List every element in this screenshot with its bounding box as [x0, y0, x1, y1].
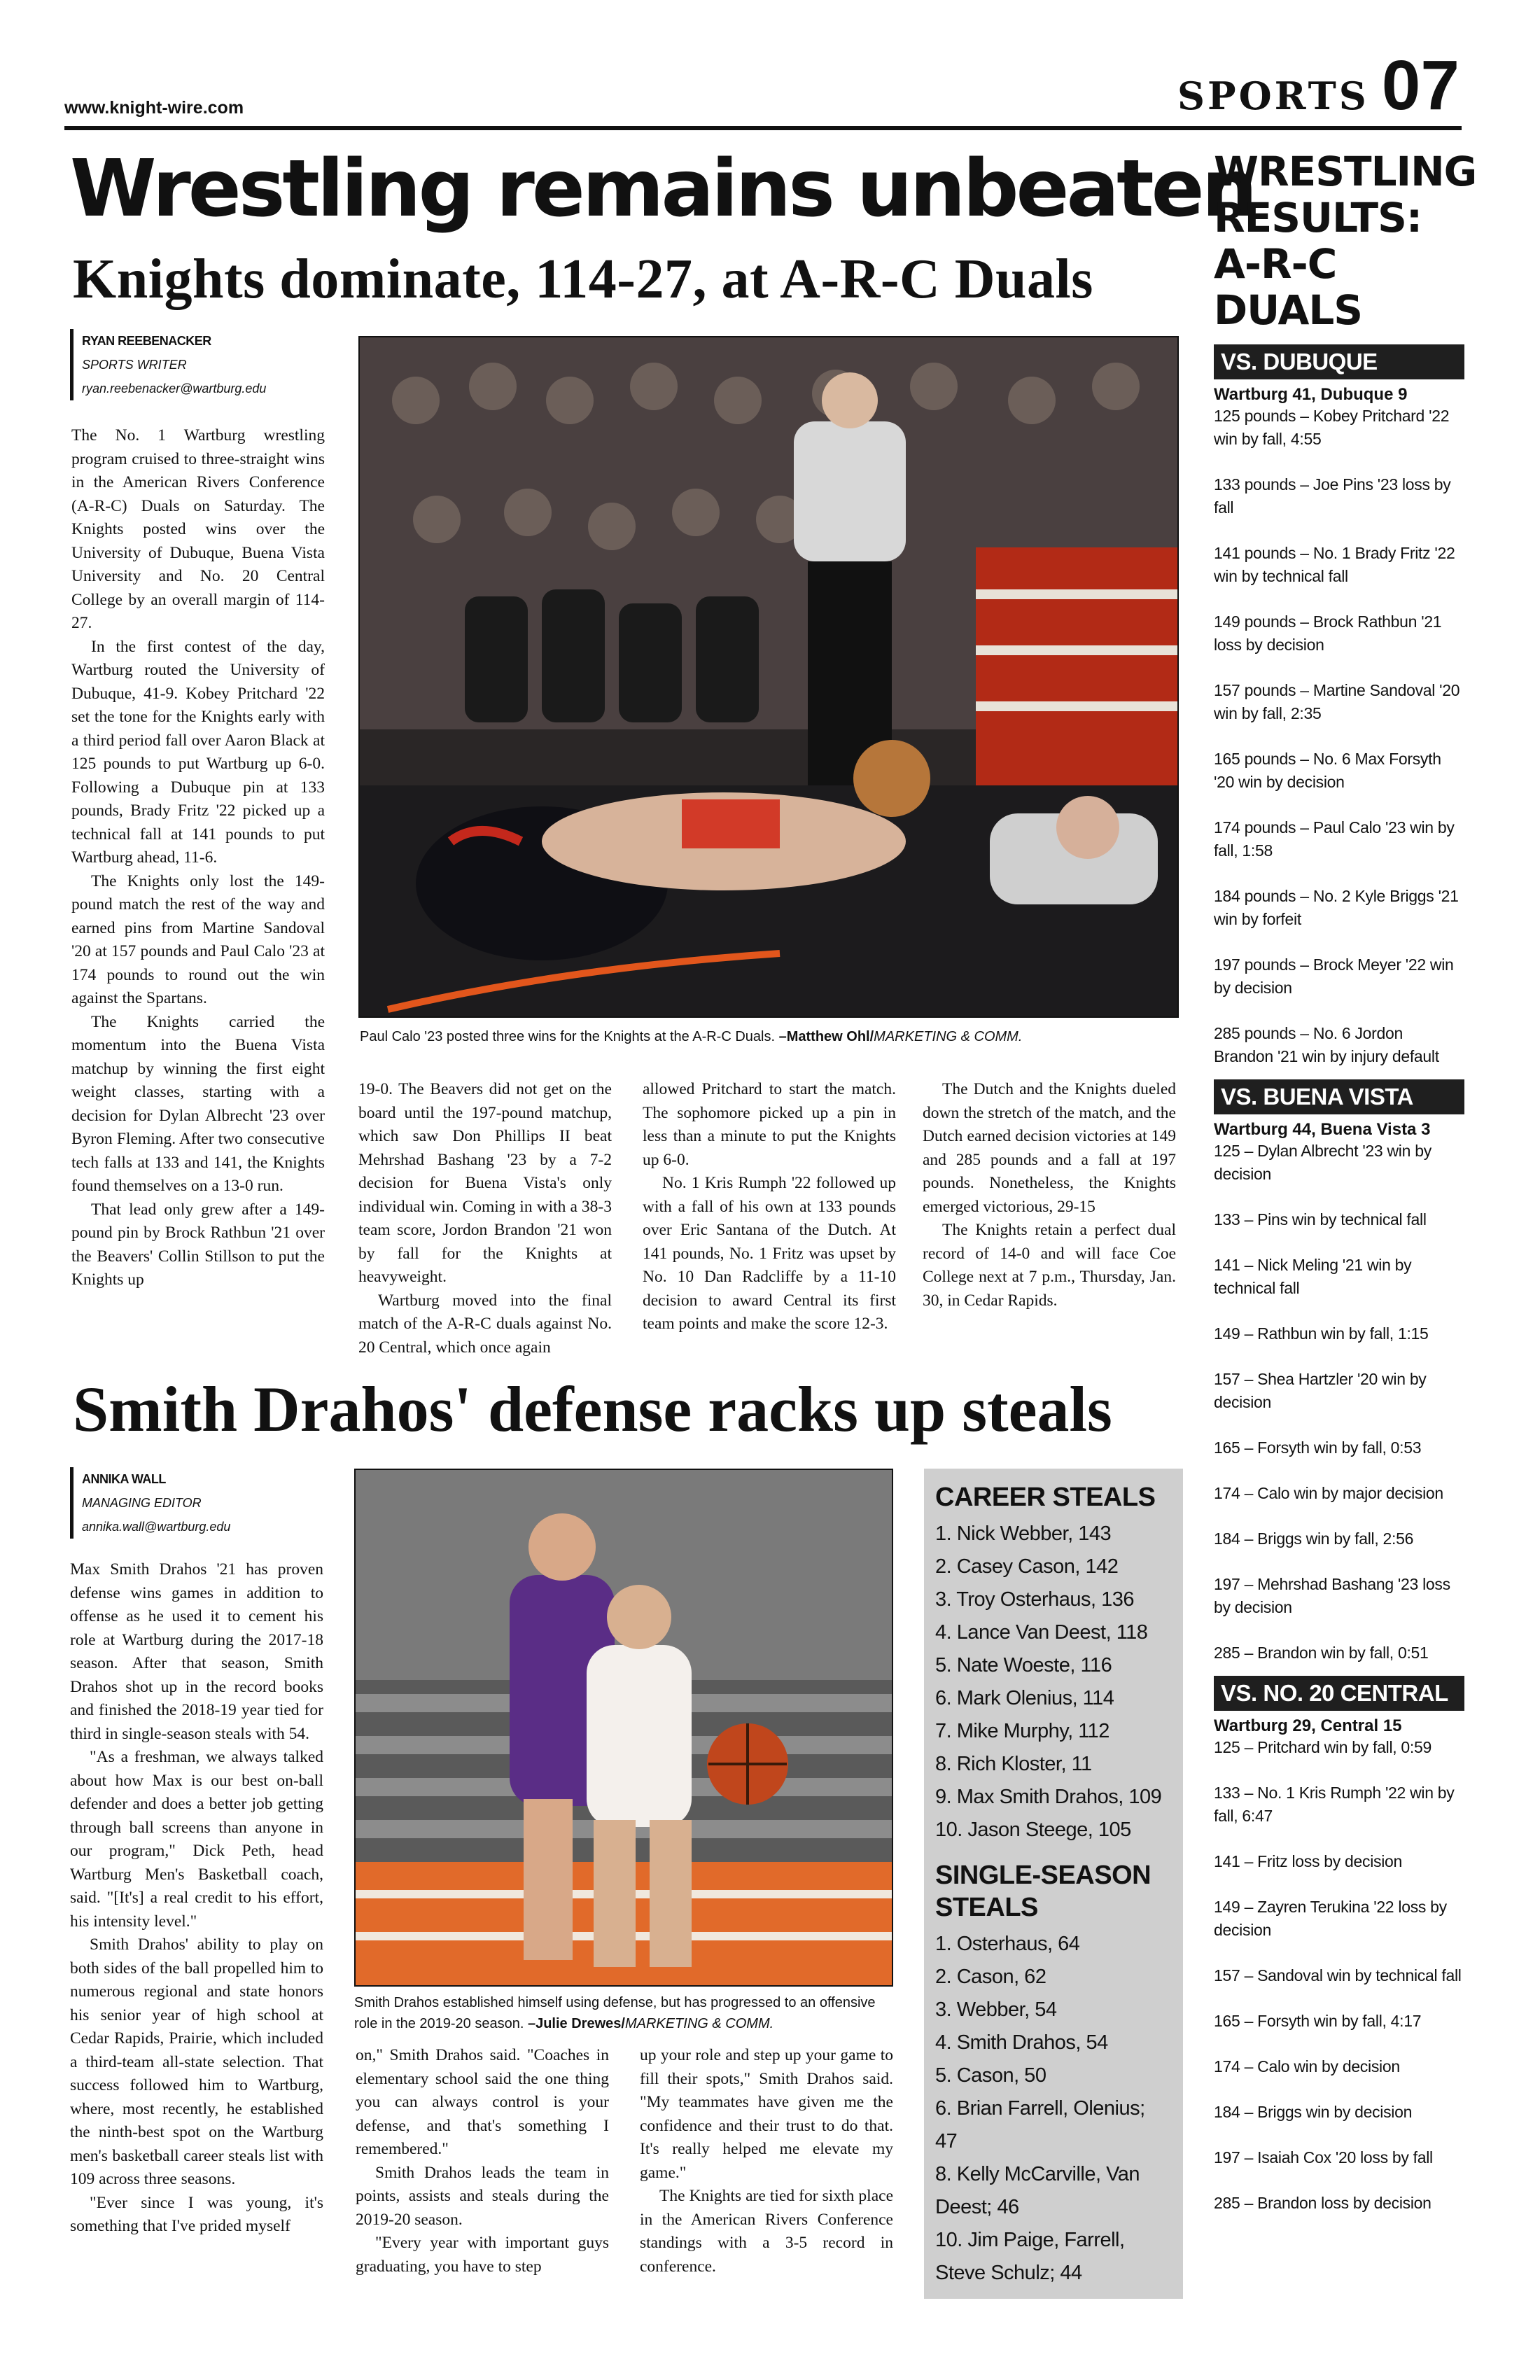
- dubuque-score: Wartburg 41, Dubuque 9: [1214, 385, 1408, 404]
- basketball-photo: [354, 1469, 893, 1987]
- wrestling-column-3: [643, 1078, 896, 1336]
- caption-credit: –Matthew Ohl/: [778, 1029, 874, 1044]
- caption-credit: –Julie Drewes/: [527, 2016, 625, 2031]
- list-item: 174 pounds – Paul Calo '23 win by fall, 1:58: [1214, 818, 1455, 860]
- paragraph: Wartburg moved into the final match of the A-R-C duals against No. 20 Central, which once again: [358, 1291, 612, 1357]
- section-name: SPORTS: [1177, 74, 1369, 118]
- list-item: 2. Cason, 62: [935, 1966, 1046, 1988]
- list-item: 8. Kelly McCarville, Van Deest; 46: [935, 2163, 1140, 2218]
- paragraph: The Knights carried the momentum into the Buena Vista matchup by winning the first eight weight classes, starting with a decision for Dylan Albrecht '23 over Byron Fleming. After two consecutive tech falls at 133 and 141, the Knights found themselves on a 13-0 run.: [71, 1012, 325, 1195]
- list-item: 141 – Nick Meling '21 win by technical fall: [1214, 1256, 1412, 1297]
- masthead-rule: [64, 126, 1462, 130]
- list-item: 141 – Fritz loss by decision: [1214, 1852, 1403, 1870]
- paragraph: The Knights only lost the 149-pound match the rest of the way and earned pins from Martine Sandoval '20 at 157 pounds and Paul Calo '23 at 174 pounds to round out the win against the Spartans.: [71, 872, 325, 1007]
- paragraph: Smith Drahos' ability to play on both sides of the ball propelled him to numerous regional and state honors his senior year of high school at Cedar Rapids, Prairie, which included a third-team all-state selection. That success followed him to Wartburg, where, most recently, he established the ninth-best spot on the Wartburg men's basketball career steals list with 109 across three seasons.: [70, 1935, 323, 2188]
- wrestling-column-1: [71, 424, 325, 1292]
- list-item: 174 – Calo win by major decision: [1214, 1484, 1443, 1502]
- deck-wrestling: Knights dominate, 114-27, at A-R-C Duals: [73, 248, 1093, 310]
- wrestling-results-sidebar: [1214, 148, 1477, 2219]
- list-item: 141 pounds – No. 1 Brady Fritz '22 win by technical fall: [1214, 544, 1455, 585]
- central-results: [1214, 1736, 1464, 2215]
- paragraph: up your role and step up your game to fill their spots," Smith Drahos said. "My teammates have given me the confidence and their trust to do that. It's really helped me elevate my game.": [640, 2046, 893, 2182]
- byline-name: ANNIKA WALL: [82, 1472, 166, 1486]
- buena-vista-score: Wartburg 44, Buena Vista 3: [1214, 1120, 1431, 1139]
- list-item: 4. Lance Van Deest, 118: [935, 1621, 1148, 1644]
- byline-title: MANAGING EDITOR: [82, 1496, 202, 1510]
- wrestling-column-4: [923, 1078, 1176, 1312]
- list-item: 165 – Forsyth win by fall, 4:17: [1214, 2012, 1422, 2030]
- list-item: 4. Smith Drahos, 54: [935, 2031, 1108, 2054]
- central-score: Wartburg 29, Central 15: [1214, 1716, 1402, 1735]
- list-item: 10. Jim Paige, Farrell, Steve Schulz; 44: [935, 2229, 1125, 2284]
- list-item: 285 – Brandon win by fall, 0:51: [1214, 1644, 1429, 1662]
- paragraph: In the first contest of the day, Wartburg routed the University of Dubuque, 41-9. Kobey Pritchard '22 set the tone for the Knights early with a third period fall over Aaron Black at 125 pounds to put Wartburg up 6-0. Following a Dubuque pin at 133 pounds, Brady Fritz '22 picked up a technical fall at 141 pounds to put Wartburg ahead, 11-6.: [71, 637, 325, 867]
- list-item: 3. Troy Osterhaus, 136: [935, 1588, 1134, 1611]
- page-number: 07: [1381, 46, 1460, 125]
- list-item: 157 – Shea Hartzler '20 win by decision: [1214, 1370, 1427, 1411]
- list-item: 165 – Forsyth win by fall, 0:53: [1214, 1438, 1422, 1457]
- paragraph: "Every year with important guys graduating, you have to step: [356, 2234, 609, 2276]
- list-item: 197 – Isaiah Cox '20 loss by fall: [1214, 2148, 1433, 2166]
- career-steals-list: [935, 1518, 1172, 1847]
- wrestling-column-2: [358, 1078, 612, 1359]
- list-item: 125 pounds – Kobey Pritchard '22 win by fall, 4:55: [1214, 407, 1450, 448]
- buena-vista-header: VS. BUENA VISTA: [1214, 1079, 1464, 1114]
- list-item: 149 – Rathbun win by fall, 1:15: [1214, 1324, 1429, 1343]
- list-item: 165 pounds – No. 6 Max Forsyth '20 win by decision: [1214, 750, 1441, 791]
- site-url: www.knight-wire.com: [64, 98, 244, 118]
- paragraph: allowed Pritchard to start the match. The sophomore picked up a pin in less than a minute to put the Knights up 6-0.: [643, 1080, 896, 1169]
- caption-credit-org: MARKETING & COMM.: [624, 2016, 774, 2031]
- paragraph: on," Smith Drahos said. "Coaches in elementary school said the one thing you can always control is your defense, and that's something I remembered.": [356, 2046, 609, 2158]
- list-item: 197 pounds – Brock Meyer '22 win by decision: [1214, 955, 1454, 997]
- headline-wrestling: Wrestling remains unbeaten: [70, 144, 1255, 234]
- list-item: 125 – Dylan Albrecht '23 win by decision: [1214, 1142, 1432, 1183]
- paragraph: That lead only grew after a 149-pound pin by Brock Rathbun '21 over the Beavers' Collin Stillson to put the Knights up: [71, 1200, 325, 1289]
- dubuque-header: VS. DUBUQUE: [1214, 344, 1464, 379]
- paragraph: The Knights retain a perfect dual record of 14-0 and will face Coe College next at 7 p.m., Thursday, Jan. 30, in Cedar Rapids.: [923, 1221, 1176, 1310]
- headline-basketball: Smith Drahos' defense racks up steals: [73, 1373, 1112, 1445]
- single-season-steals-list: [935, 1928, 1172, 2290]
- byline-email[interactable]: annika.wall@wartburg.edu: [82, 1520, 231, 1534]
- byline-wrestling: [70, 329, 266, 400]
- caption-basketball: [354, 1992, 890, 2034]
- list-item: 1. Osterhaus, 64: [935, 1933, 1080, 1955]
- list-item: 6. Brian Farrell, Olenius; 47: [935, 2097, 1145, 2152]
- caption-credit-org: MARKETING & COMM.: [874, 1029, 1023, 1044]
- central-header: VS. NO. 20 CENTRAL: [1214, 1676, 1464, 1711]
- list-item: 157 pounds – Martine Sandoval '20 win by fall, 2:35: [1214, 681, 1460, 722]
- list-item: 184 pounds – No. 2 Kyle Briggs '21 win by forfeit: [1214, 887, 1459, 928]
- list-item: 5. Cason, 50: [935, 2064, 1046, 2087]
- list-item: 5. Nate Woeste, 116: [935, 1654, 1112, 1676]
- paragraph: The Knights are tied for sixth place in the American Rivers Conference standings with a 3-5 record in conference.: [640, 2187, 893, 2276]
- list-item: 133 – No. 1 Kris Rumph '22 win by fall, 6:47: [1214, 1784, 1455, 1825]
- caption-text: Smith Drahos established himself using defense, but has progressed to an offensive role in the 2019-20 season.: [354, 1995, 876, 2031]
- paragraph: Smith Drahos leads the team in points, assists and steals during the 2019-20 season.: [356, 2163, 609, 2229]
- paragraph: "As a freshman, we always talked about how Max is our best on-ball defender and does a better job getting through ball screens than anyone in our program," Dick Peth, head Wartburg Men's Basketball coach, said. "[It's] a real credit to his effort, his intensity level.": [70, 1748, 323, 1931]
- basketball-column-1: [70, 1558, 323, 2239]
- byline-name: RYAN REEBENACKER: [82, 334, 211, 348]
- basketball-column-2: [356, 2044, 609, 2278]
- list-item: 9. Max Smith Drahos, 109: [935, 1786, 1162, 1808]
- paragraph: Max Smith Drahos '21 has proven defense wins games in addition to offense as he used it to cement his role at Wartburg during the 2017-18 season. After that season, Smith Drahos shot up in the record books and finished the 2018-19 year tied for third in single-season steals with 54.: [70, 1560, 323, 1743]
- basketball-photo-image: [356, 1470, 892, 1985]
- list-item: 149 pounds – Brock Rathbun '21 loss by decision: [1214, 612, 1442, 654]
- single-season-steals-title: SINGLE-SEASON STEALS: [935, 1861, 1152, 1922]
- steals-stats-box: [924, 1469, 1183, 2299]
- byline-email[interactable]: ryan.reebenacker@wartburg.edu: [82, 382, 267, 396]
- list-item: 10. Jason Steege, 105: [935, 1819, 1131, 1841]
- paragraph: No. 1 Kris Rumph '22 followed up with a fall of his own at 133 pounds over Eric Santana of the Dutch. At 141 pounds, No. 1 Fritz was upset by No. 10 Dan Radcliffe by a 11-10 decision to award Central its first team points and make the score 12-3.: [643, 1174, 896, 1333]
- paragraph: The No. 1 Wartburg wrestling program cruised to three-straight wins in the American Rivers Conference (A-R-C) Duals on Saturday. The Knights posted wins over the University of Dubuque, Buena Vista University and No. 20 Central College by an overall margin of 114-27.: [71, 426, 325, 632]
- list-item: 2. Casey Cason, 142: [935, 1555, 1119, 1578]
- list-item: 3. Webber, 54: [935, 1998, 1057, 2021]
- career-steals-title: CAREER STEALS: [935, 1483, 1156, 1512]
- paragraph: 19-0. The Beavers did not get on the board until the 197-pound matchup, which saw Don Phillips II beat Mehrshad Bashang '23 by a 7-2 decision for Buena Vista's only individual win. Coming in with a 38-3 team score, Jordon Brandon '21 won by fall for the Knights at heavyweight.: [358, 1080, 612, 1286]
- wrestling-photo: [358, 336, 1179, 1018]
- paragraph: The Dutch and the Knights dueled down the stretch of the match, and the Dutch earned decision victories at 149 and 285 pounds and a fall at 197 pounds. Nonetheless, the Knights emerged victorious, 29-15: [923, 1080, 1176, 1216]
- list-item: 197 – Mehrshad Bashang '23 loss by decision: [1214, 1575, 1450, 1616]
- list-item: 184 – Briggs win by decision: [1214, 2103, 1413, 2121]
- section-header: [1177, 46, 1460, 125]
- list-item: 133 pounds – Joe Pins '23 loss by fall: [1214, 475, 1451, 517]
- list-item: 8. Rich Kloster, 11: [935, 1753, 1092, 1775]
- list-item: 6. Mark Olenius, 114: [935, 1687, 1114, 1709]
- caption-text: Paul Calo '23 posted three wins for the Knights at the A-R-C Duals.: [360, 1029, 776, 1044]
- byline-title: SPORTS WRITER: [82, 358, 187, 372]
- list-item: 285 – Brandon loss by decision: [1214, 2194, 1432, 2212]
- list-item: 285 pounds – No. 6 Jordon Brandon '21 win by injury default: [1214, 1024, 1439, 1065]
- list-item: 125 – Pritchard win by fall, 0:59: [1214, 1738, 1432, 1756]
- list-item: 7. Mike Murphy, 112: [935, 1720, 1110, 1742]
- list-item: 149 – Zayren Terukina '22 loss by decision: [1214, 1898, 1447, 1939]
- list-item: 1. Nick Webber, 143: [935, 1522, 1112, 1545]
- paragraph: "Ever since I was young, it's something that I've prided myself: [70, 2193, 323, 2235]
- caption-wrestling: [360, 1026, 1176, 1047]
- sidebar-title: WRESTLING RESULTS: A-R-C DUALS: [1214, 148, 1477, 334]
- byline-basketball: [70, 1467, 230, 1539]
- dubuque-results: [1214, 405, 1464, 1068]
- buena-vista-results: [1214, 1140, 1464, 1665]
- list-item: 157 – Sandoval win by technical fall: [1214, 1966, 1462, 1984]
- list-item: 174 – Calo win by decision: [1214, 2057, 1400, 2076]
- list-item: 133 – Pins win by technical fall: [1214, 1210, 1427, 1228]
- basketball-column-3: [640, 2044, 893, 2278]
- list-item: 184 – Briggs win by fall, 2:56: [1214, 1530, 1414, 1548]
- wrestling-photo-image: [360, 337, 1177, 1016]
